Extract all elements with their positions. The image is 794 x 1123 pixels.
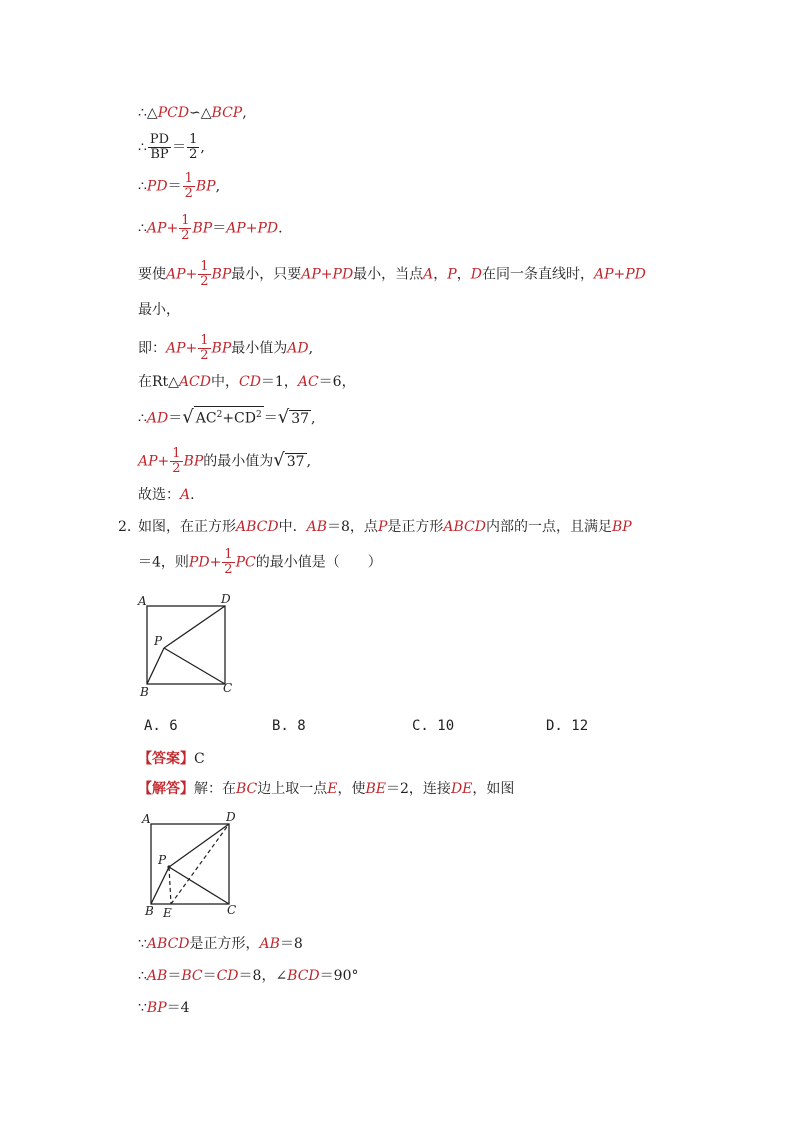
label-d-2: D: [226, 810, 236, 824]
solution-line-sqrt: ∴AD＝√ $AC^2+CD^2$ ＝√ 37 ,: [138, 406, 316, 428]
option-a[interactable]: A. 6: [144, 718, 178, 734]
solution-line-ratio: ∴ $\frac{PD}{BP}$ ＝ $\frac{1}{2}$ ,: [138, 132, 205, 162]
analysis-figure: [138, 810, 248, 922]
question-text-line2: ＝4，则PD+ $\frac{1}{2}$ PC的最小值是（ ）: [138, 547, 382, 577]
point-p: [167, 865, 170, 868]
label-p: P: [154, 634, 163, 648]
segment-pe-dashed: [169, 867, 171, 904]
label-p-2: P: [158, 853, 167, 867]
analysis-line-bp: ∵BP＝4: [138, 1000, 190, 1016]
solution-line-pd: ∴PD＝ $\frac{1}{2}$ BP,: [138, 171, 221, 201]
segment-pc: [164, 648, 225, 684]
solution-line-rt: 在Rt△ACD中，CD＝1，AC＝6，: [138, 374, 356, 390]
solution-line-ad: 即：AP+ $\frac{1}{2}$ BP最小值为AD,: [138, 333, 314, 363]
option-b[interactable]: B. 8: [272, 718, 306, 734]
option-d[interactable]: D. 12: [546, 718, 589, 734]
solution-line-similar: ∴△PCD∽△BCP,: [138, 105, 247, 121]
label-c: C: [223, 681, 233, 695]
segment-pc-2: [169, 867, 229, 904]
label-a: A: [138, 594, 147, 608]
analysis-line1: 【解答】解：在BC边上取一点E，使BE＝2，连接DE，如图: [138, 781, 515, 797]
question-text-line1: 如图，在正方形ABCD中．AB＝8，点P是正方形ABCD内部的一点，且满足BP: [138, 519, 632, 535]
segment-pd-2: [169, 824, 229, 867]
option-c[interactable]: C. 10: [412, 718, 455, 734]
solution-line-sum: ∴AP+ $\frac{1}{2}$ BP＝AP+PD.: [138, 213, 283, 243]
segment-bp: [147, 648, 164, 684]
label-b: B: [140, 685, 149, 699]
segment-de-dashed: [171, 824, 229, 904]
answer-line: 【答案】C: [138, 751, 205, 767]
solution-line-result: AP+ $\frac{1}{2}$ BP的最小值为√ 37 ,: [138, 446, 312, 476]
analysis-line-square: ∵ABCD是正方形，AB＝8: [138, 936, 303, 952]
label-d: D: [221, 592, 231, 606]
label-e: E: [163, 906, 172, 920]
label-c-2: C: [227, 903, 237, 917]
solution-line-min-cont: 最小，: [138, 302, 180, 318]
analysis-line-equal-sides: ∴AB＝BC＝CD＝8，∠BCD＝90°: [138, 968, 359, 984]
segment-pd: [164, 606, 225, 648]
solution-line-choice: 故选：A.: [138, 487, 195, 503]
label-b-2: B: [145, 904, 154, 918]
segment-bp-2: [151, 867, 169, 904]
label-a-2: A: [142, 812, 151, 826]
question-figure: [134, 592, 244, 700]
question-number: 2.: [118, 519, 132, 535]
solution-line-minimize: 要使AP+ $\frac{1}{2}$ BP最小，只要AP+PD最小，当点A，P，D在同一条直线时，AP+PD: [138, 259, 646, 289]
